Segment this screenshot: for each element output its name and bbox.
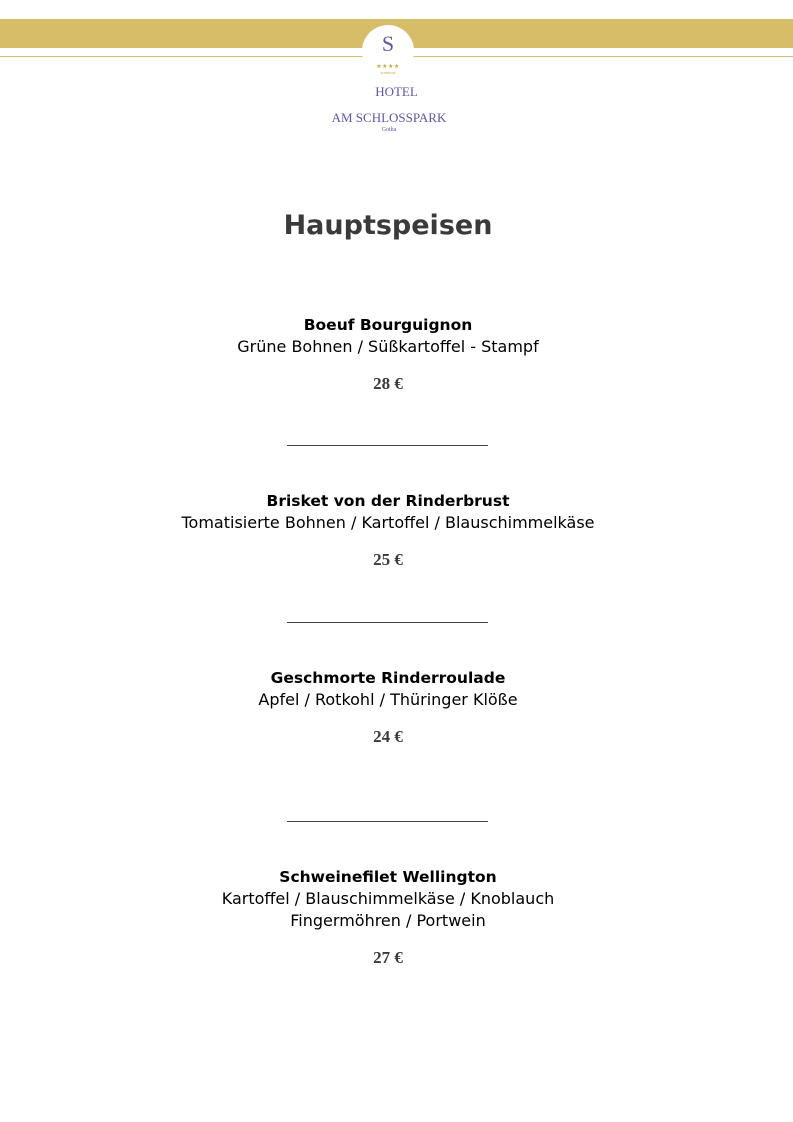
logo-stars: ★★★★: [376, 63, 400, 70]
dish-price: 28 €: [373, 374, 403, 393]
section-divider: [287, 622, 488, 623]
logo-letter: S: [381, 31, 395, 56]
dish-name: Brisket von der Rinderbrust: [266, 492, 510, 510]
page-title: Hauptspeisen: [283, 210, 493, 241]
hotel-logo-badge: [362, 25, 414, 77]
dish-name: Boeuf Bourguignon: [303, 316, 473, 334]
dish-description: Grüne Bohnen / Süßkartoffel - Stampf: [237, 337, 539, 356]
dish-name: Schweinefilet Wellington: [279, 868, 497, 886]
section-divider: [287, 445, 488, 446]
dish-item: [0, 314, 776, 395]
logo-hotel-name: AM SCHLOSSPARK: [331, 110, 447, 125]
section-divider: [287, 821, 488, 822]
logo-city: Gotha: [381, 127, 397, 133]
dish-price: 24 €: [373, 727, 403, 746]
dish-price: 27 €: [373, 948, 403, 967]
dish-item: [0, 490, 776, 571]
dish-description-line-2: Fingermöhren / Portwein: [290, 911, 486, 930]
dish-description: Kartoffel / Blauschimmelkäse / Knoblauch: [221, 889, 555, 908]
dish-item: [0, 866, 776, 969]
logo-hotel-text: HOTEL: [375, 84, 418, 99]
dish-price: 25 €: [373, 550, 403, 569]
dish-description: Tomatisierte Bohnen / Kartoffel / Blauschimmelkäse: [181, 513, 595, 532]
dish-item: [0, 667, 776, 748]
logo-superior-text: SUPERIOR: [380, 71, 396, 75]
dish-description: Apfel / Rotkohl / Thüringer Klöße: [258, 690, 518, 709]
dish-name: Geschmorte Rinderroulade: [270, 669, 506, 687]
